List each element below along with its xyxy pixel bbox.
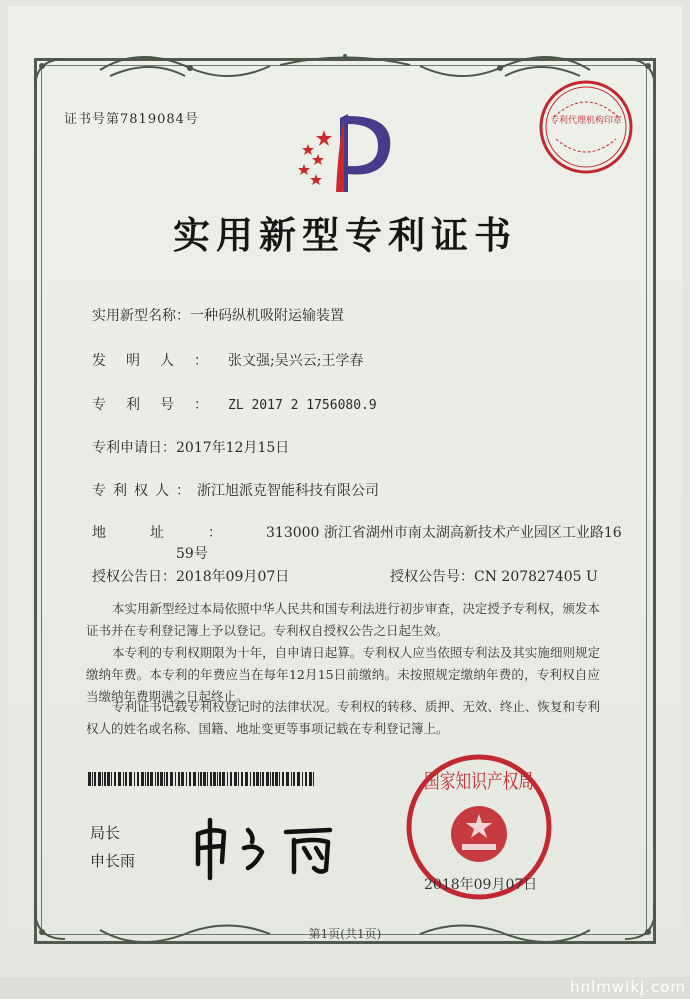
paragraph-2: 本专利的专利权期限为十年，自申请日起算。专利权人应当依照专利法及其实施细则规定缴纳年费。本专利的年费应当在每年12月15日前缴纳。未按照规定缴纳年费的，专利权自应当缴纳年费期满之日起终止。 bbox=[86, 645, 600, 704]
address-line1: 313000 浙江省湖州市南太湖高新技术产业园区工业路16 bbox=[266, 525, 622, 541]
inventor-label: 发明人： bbox=[92, 353, 228, 369]
corner-ornament-tl bbox=[30, 54, 70, 94]
director-signature-icon bbox=[190, 812, 350, 882]
address-line2: 59号 bbox=[176, 546, 208, 562]
director-name: 申长雨 bbox=[90, 852, 136, 870]
filing-date-value: 2017年12月15日 bbox=[176, 440, 290, 456]
address-label: 地址： bbox=[92, 525, 266, 541]
name-label: 实用新型名称： bbox=[92, 308, 190, 324]
field-grant-number bbox=[390, 566, 598, 586]
paragraph-3: 专利证书记载专利权登记时的法律状况。专利权的转移、质押、无效、终止、恢复和专利权人的姓名或名称、国籍、地址变更等事项记载在专利登记簿上。 bbox=[86, 699, 600, 736]
agency-seal-icon bbox=[536, 77, 636, 177]
page-number: 第1页(共1页) bbox=[308, 927, 382, 941]
grant-number-label: 授权公告号： bbox=[390, 569, 474, 585]
grant-number-value: CN 207827405 U bbox=[474, 569, 598, 585]
filing-date-label: 专利申请日： bbox=[92, 440, 176, 456]
grant-date-value: 2018年09月07日 bbox=[176, 569, 290, 585]
watermark-text: hnlmwlkj.com bbox=[570, 978, 686, 996]
field-inventor bbox=[92, 350, 363, 370]
holder-value: 浙江旭派克智能科技有限公司 bbox=[197, 483, 379, 499]
patent-office-logo-icon bbox=[286, 108, 396, 198]
holder-label: 专利权人： bbox=[92, 483, 197, 499]
certificate-title: 实用新型专利证书 bbox=[173, 213, 517, 257]
name-value: 一种码纵机吸附运输装置 bbox=[190, 308, 344, 324]
seal-date: 2018年09月07日 bbox=[424, 877, 538, 893]
field-address bbox=[92, 522, 622, 542]
director-title: 局长 bbox=[90, 824, 121, 842]
field-patent-number bbox=[92, 394, 377, 414]
patent-number-label: 专利号： bbox=[92, 397, 228, 413]
field-filing-date bbox=[92, 437, 289, 457]
seal-top-text: 专利代理机构印章 bbox=[549, 116, 623, 126]
top-ornament bbox=[80, 40, 610, 90]
paragraph-1: 本实用新型经过本局依照中华人民共和国专利法进行初步审查，决定授予专利权，颁发本证书并在专利登记簿上予以登记。专利权自授权公告之日起生效。 bbox=[86, 601, 600, 638]
field-grant-date bbox=[92, 566, 289, 586]
field-holder bbox=[92, 480, 379, 500]
barcode-icon bbox=[88, 772, 318, 786]
certificate-number: 证书号第7819084号 bbox=[64, 112, 199, 127]
field-name bbox=[92, 305, 344, 325]
seal-bottom-text: 国家知识产权局 bbox=[424, 769, 534, 793]
inventor-value: 张文强;吴兴云;王学春 bbox=[228, 353, 364, 369]
patent-number-value: ZL 2017 2 1756080.9 bbox=[228, 398, 377, 413]
grant-date-label: 授权公告日： bbox=[92, 569, 176, 585]
